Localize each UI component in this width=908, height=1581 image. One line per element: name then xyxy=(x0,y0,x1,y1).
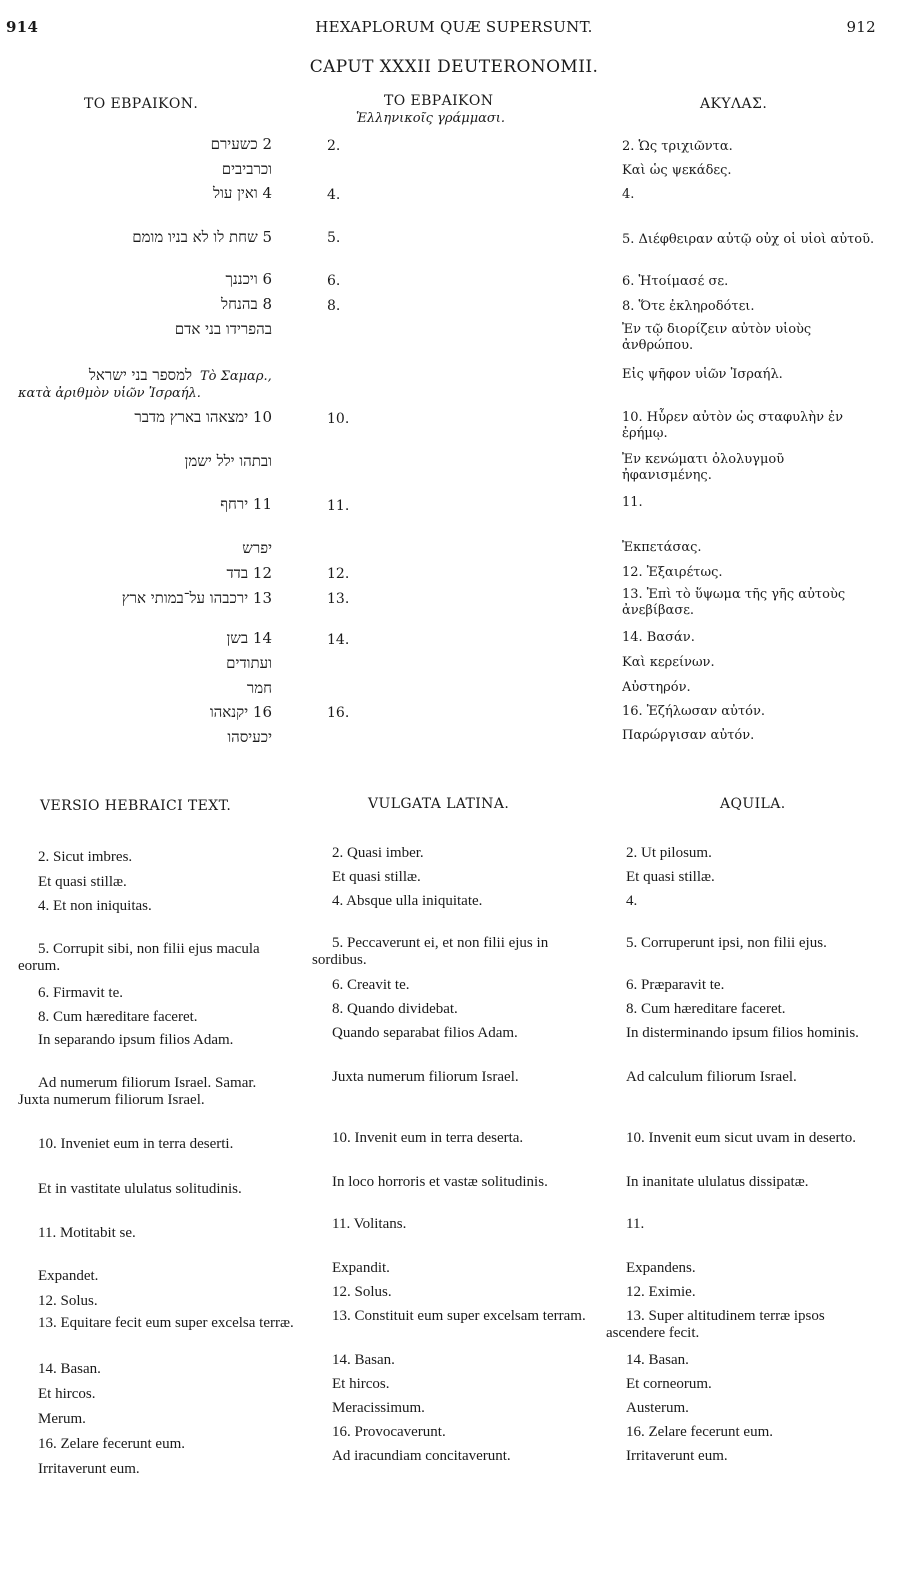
versio-line: Et quasi stillæ. xyxy=(38,874,127,890)
versio-line: 11. Motitabit se. xyxy=(38,1225,136,1241)
aquila-greek-line: 5. Διέφθειραν αὐτῷ οὐχ οἱ υἱοὶ αὐτοῦ. xyxy=(622,232,875,247)
versio-line: 13. Equitare fecit eum super excelsa terræ. xyxy=(38,1315,294,1331)
vulgata-line: 11. Volitans. xyxy=(332,1216,407,1232)
hebrew-line: 2 כשעירם xyxy=(210,135,272,153)
versio-line: Expandet. xyxy=(38,1268,99,1284)
hebrew-line: חמר xyxy=(246,679,272,697)
aquila-greek-line: 8. Ὅτε ἐκληροδότει. xyxy=(622,299,755,314)
hebrew-line: 5 שחת לו לא בניו מומם xyxy=(132,228,272,246)
aquila-latin-line: 12. Eximie. xyxy=(626,1284,696,1300)
aquila-latin-line: 14. Basan. xyxy=(626,1352,689,1368)
vulgata-line: Et hircos. xyxy=(332,1376,390,1392)
versio-column-header: VERSIO HEBRAICI TEXT. xyxy=(40,798,232,814)
vulgata-line: Et quasi stillæ. xyxy=(332,869,421,885)
chapter-title: CAPUT XXXII DEUTERONOMII. xyxy=(309,57,599,77)
samaritan-note: Τὸ Σαμαρ., xyxy=(200,369,272,384)
aquila-greek-line: 13. Ἐπὶ τὸ ὕψωμα τῆς γῆς αὐτοὺς ἀνεβίβασε. xyxy=(622,587,846,618)
hebrew-line: 12 בדד xyxy=(226,564,272,582)
versio-line: 4. Et non iniquitas. xyxy=(38,898,152,914)
hebrew-line: 8 בהנחל xyxy=(221,295,272,313)
versio-line: Irritaverunt eum. xyxy=(38,1461,140,1477)
verse-number: 13. xyxy=(327,591,350,607)
aquila-latin-line: Expandens. xyxy=(626,1260,696,1276)
hebrew-line: ובתהו ילל ישמן xyxy=(184,452,272,470)
aquila-greek-line: Ἐν τῷ διορίζειν αὐτὸν υἱοὺς ἀνθρώπου. xyxy=(622,322,812,353)
aquila-latin-line: Et quasi stillæ. xyxy=(626,869,715,885)
aquila-latin-line: In disterminando ipsum filios hominis. xyxy=(626,1025,859,1041)
aquila-latin-line: 2. Ut pilosum. xyxy=(626,845,712,861)
vulgata-line: 10. Invenit eum in terra deserta. xyxy=(332,1130,524,1146)
vulgata-line: 8. Quando dividebat. xyxy=(332,1001,458,1017)
versio-line: 8. Cum hæreditare faceret. xyxy=(38,1009,198,1025)
vulgata-line: 16. Provocaverunt. xyxy=(332,1424,446,1440)
vulgata-line: 12. Solus. xyxy=(332,1284,392,1300)
hebrew-line: 16 יקנאהו xyxy=(209,703,272,721)
aquila-greek-line: 6. Ἡτοίμασέ σε. xyxy=(622,274,729,289)
aquila-greek-column-header: ΑΚΥΛΑΣ. xyxy=(700,96,768,112)
aquila-latin-line: 10. Invenit eum sicut uvam in deserto. xyxy=(626,1130,856,1146)
hebrew-line: 10 ימצאהו בארץ מדבר xyxy=(134,408,272,426)
aquila-greek-line: Ἐκπετάσας. xyxy=(622,540,702,555)
vulgata-line: Juxta numerum filiorum Israel. xyxy=(332,1069,519,1085)
aquila-latin-line: Austerum. xyxy=(626,1400,689,1416)
verse-number: 8. xyxy=(327,298,341,314)
vulgata-column-header: VULGATA LATINA. xyxy=(368,796,510,812)
aquila-latin-line: 6. Præparavit te. xyxy=(626,977,725,993)
vulgata-line: Ad iracundiam concitaverunt. xyxy=(332,1448,511,1464)
verse-number: 14. xyxy=(327,632,350,648)
hebrew-line: למספר בני ישראל xyxy=(88,366,192,384)
hebrew-line: 11 ירחף xyxy=(220,495,272,513)
versio-line: 16. Zelare fecerunt eum. xyxy=(38,1436,186,1452)
aquila-latin-line: 16. Zelare fecerunt eum. xyxy=(626,1424,774,1440)
versio-line: Ad numerum filiorum Israel. Samar. Juxta numerum filiorum Israel. xyxy=(18,1075,257,1108)
aquila-greek-line: 14. Βασάν. xyxy=(622,630,695,645)
verse-number: 10. xyxy=(327,411,350,427)
verse-number: 11. xyxy=(327,498,350,514)
hebrew-line: 13 ירכבהו על־במותי ארץ xyxy=(121,589,272,607)
aquila-greek-line: Καὶ κερείνων. xyxy=(622,655,715,670)
vulgata-line: 13. Constituit eum super excelsam terram. xyxy=(332,1308,586,1324)
hebrew-line: 14 בשן xyxy=(226,629,272,647)
aquila-greek-line: Ἐν κενώματι ὀλολυγμοῦ ἠφανισμένης. xyxy=(622,452,785,483)
aquila-latin-line: 8. Cum hæreditare faceret. xyxy=(626,1001,786,1017)
transliterated-column-subheader: Ἑλληνικοῖς γράμμασι. xyxy=(356,111,506,126)
aquila-latin-line: 11. xyxy=(626,1216,645,1232)
aquila-latin-line: Irritaverunt eum. xyxy=(626,1448,728,1464)
aquila-greek-line: 12. Ἐξαιρέτως. xyxy=(622,565,723,580)
vulgata-line: Expandit. xyxy=(332,1260,390,1276)
hebrew-line: וכרביבים xyxy=(221,160,272,178)
running-title: HEXAPLORUM QUÆ SUPERSUNT. xyxy=(315,18,593,36)
aquila-greek-line: Παρώργισαν αὐτόν. xyxy=(622,728,755,743)
versio-line: 14. Basan. xyxy=(38,1361,101,1377)
aquila-latin-line: 13. Super altitudinem terræ ipsos ascendere fecit. xyxy=(606,1308,825,1341)
vulgata-line: Meracissimum. xyxy=(332,1400,425,1416)
aquila-greek-line: Εἰς ψῆφον υἱῶν Ἰσραήλ. xyxy=(622,367,783,382)
aquila-greek-line: Καὶ ὡς ψεκάδες. xyxy=(622,163,732,178)
vulgata-line: 2. Quasi imber. xyxy=(332,845,424,861)
vulgata-line: 6. Creavit te. xyxy=(332,977,410,993)
page-number-left: 914 xyxy=(6,18,39,36)
hebrew-line: 6 ויכננך xyxy=(225,270,272,288)
hebrew-column-header: ΤΟ ΕΒΡΑΙΚΟΝ. xyxy=(84,96,199,112)
aquila-greek-line: 11. xyxy=(622,495,643,510)
vulgata-line: Quando separabat filios Adam. xyxy=(332,1025,518,1041)
versio-line: 5. Corrupit sibi, non filii ejus macula eorum. xyxy=(18,941,260,974)
aquila-latin-line: Ad calculum filiorum Israel. xyxy=(626,1069,797,1085)
hebrew-line: יכעיסהו xyxy=(227,728,272,746)
aquila-greek-line: 4. xyxy=(622,187,635,202)
aquila-latin-line: 4. xyxy=(626,893,638,909)
page-number-right: 912 xyxy=(846,18,876,36)
aquila-latin-line: 5. Corruperunt ipsi, non filii ejus. xyxy=(626,935,827,951)
versio-line: 6. Firmavit te. xyxy=(38,985,123,1001)
aquila-greek-line: 10. Ηὗρεν αὐτὸν ὡς σταφυλὴν ἐν ἐρήμῳ. xyxy=(622,410,843,441)
aquila-latin-line: In inanitate ululatus dissipatæ. xyxy=(626,1174,809,1190)
aquila-greek-line: Αὐστηρόν. xyxy=(622,680,691,695)
hebrew-line: יפרש xyxy=(242,539,272,557)
vulgata-line: 14. Basan. xyxy=(332,1352,395,1368)
aquila-greek-line: 2. Ὡς τριχιῶντα. xyxy=(622,139,733,154)
versio-line: Et in vastitate ululatus solitudinis. xyxy=(38,1181,242,1197)
verse-number: 5. xyxy=(327,230,341,246)
vulgata-line: In loco horroris et vastæ solitudinis. xyxy=(332,1174,548,1190)
versio-line: 10. Inveniet eum in terra deserti. xyxy=(38,1136,234,1152)
versio-line: 2. Sicut imbres. xyxy=(38,849,133,865)
hebrew-line: 4 ואין עול xyxy=(212,184,272,202)
versio-line: Et hircos. xyxy=(38,1386,96,1402)
samaritan-note-continuation: κατὰ ἀριθμὸν υἱῶν Ἰσραήλ. xyxy=(18,386,201,401)
hebrew-line: בהפרידו בני אדם xyxy=(174,320,272,338)
hebrew-line: ועתודים xyxy=(226,654,272,672)
verse-number: 2. xyxy=(327,138,341,154)
verse-number: 6. xyxy=(327,273,341,289)
versio-line: In separando ipsum filios Adam. xyxy=(38,1032,234,1048)
versio-line: 12. Solus. xyxy=(38,1293,98,1309)
vulgata-line: 5. Peccaverunt ei, et non filii ejus in sordibus. xyxy=(312,935,549,968)
transliterated-column-header: ΤΟ ΕΒΡΑΙΚΟΝ xyxy=(384,93,494,109)
aquila-latin-column-header: AQUILA. xyxy=(720,796,786,812)
vulgata-line: 4. Absque ulla iniquitate. xyxy=(332,893,483,909)
verse-number: 12. xyxy=(327,566,350,582)
verse-number: 4. xyxy=(327,187,341,203)
aquila-greek-line: 16. Ἐζήλωσαν αὐτόν. xyxy=(622,704,765,719)
verse-number: 16. xyxy=(327,705,350,721)
versio-line: Merum. xyxy=(38,1411,86,1427)
aquila-latin-line: Et corneorum. xyxy=(626,1376,712,1392)
